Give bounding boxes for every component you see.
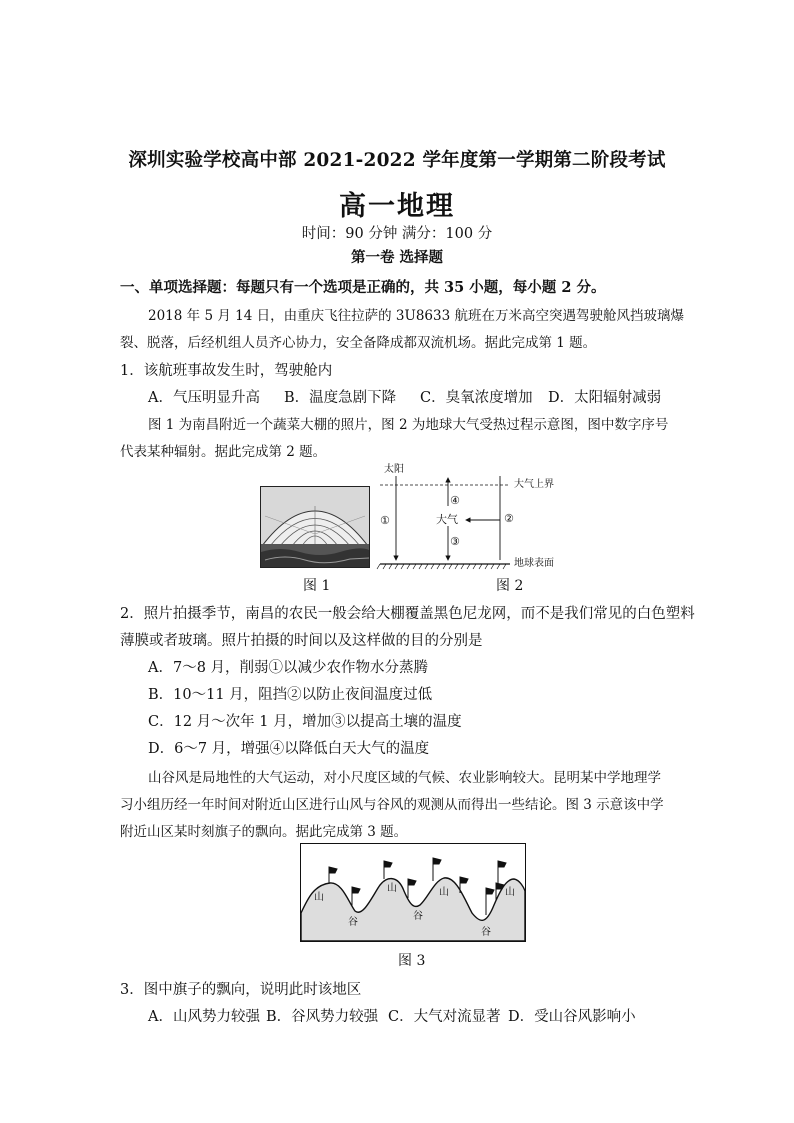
- q2-option-b[interactable]: B．10～11 月，阻挡②以防止夜间温度过低: [148, 687, 433, 703]
- q1-option-c[interactable]: C．臭氧浓度增加: [420, 390, 533, 406]
- q2-option-d[interactable]: D．6～7 月，增强④以降低白天大气的温度: [148, 741, 430, 757]
- mountain-valley-figure: [300, 843, 526, 942]
- passage2-line1: 图 1 为南昌附近一个蔬菜大棚的照片，图 2 为地球大气受热过程示意图，图中数字序号: [148, 417, 669, 433]
- valley-label-3: 谷: [481, 927, 491, 938]
- q3-option-c[interactable]: C．大气对流显著: [388, 1009, 501, 1025]
- sun-label: 太阳: [384, 464, 404, 475]
- greenhouse-photo: [260, 486, 370, 568]
- volume-heading: 第一卷 选择题: [350, 249, 444, 266]
- passage3-line1: 山谷风是局地性的大气运动，对小尺度区域的气候、农业影响较大。昆明某中学地理学: [148, 770, 661, 786]
- passage2-line2: 代表某种辐射。据此完成第 2 题。: [120, 444, 327, 460]
- q1-option-a[interactable]: A．气压明显升高: [148, 390, 260, 406]
- q3-option-b[interactable]: B．谷风势力较强: [266, 1009, 379, 1025]
- valley-label-1: 谷: [348, 917, 358, 928]
- q1-option-d[interactable]: D．太阳辐射减弱: [548, 390, 662, 406]
- question-2-stem-line2: 薄膜或者玻璃。照片拍摄的时间以及这样做的目的分别是: [120, 633, 483, 649]
- atmosphere-heating-diagram: [376, 460, 576, 572]
- q3-option-d[interactable]: D．受山谷风影响小: [508, 1009, 636, 1025]
- number-3: ③: [450, 535, 460, 548]
- mountain-label-2: 山: [387, 883, 397, 894]
- figure-3-caption: 图 3: [398, 953, 426, 969]
- q2-option-c[interactable]: C．12 月～次年 1 月，增加③以提高土壤的温度: [148, 714, 462, 730]
- q2-option-a[interactable]: A．7～8 月，削弱①以减少农作物水分蒸腾: [148, 660, 429, 676]
- surface-label: 地球表面: [514, 558, 554, 569]
- exam-time-score: 时间：90 分钟 满分：100 分: [301, 226, 493, 242]
- figure-2-caption: 图 2: [496, 578, 524, 594]
- upper-boundary-label: 大气上界: [514, 479, 554, 490]
- number-1: ①: [380, 514, 390, 527]
- passage3-line3: 附近山区某时刻旗子的飘向。据此完成第 3 题。: [120, 824, 408, 840]
- q1-option-b[interactable]: B．温度急剧下降: [284, 390, 397, 406]
- question-3-stem: 3．图中旗子的飘向，说明此时该地区: [120, 982, 362, 998]
- mountain-label-1: 山: [314, 892, 324, 903]
- subject-title: 高一地理: [339, 191, 455, 222]
- question-1-stem: 1．该航班事故发生时，驾驶舱内: [120, 363, 333, 379]
- number-4: ④: [450, 494, 460, 507]
- question-2-stem-line1: 2．照片拍摄季节，南昌的农民一般会给大棚覆盖黑色尼龙网，而不是我们常见的白色塑料: [120, 606, 695, 622]
- figure-1-caption: 图 1: [303, 578, 331, 594]
- mountain-label-4: 山: [505, 887, 515, 898]
- valley-label-2: 谷: [413, 911, 423, 922]
- section-heading: 一、单项选择题：每题只有一个选项是正确的，共 35 小题，每小题 2 分。: [120, 279, 606, 296]
- mountain-label-3: 山: [439, 887, 449, 898]
- atmosphere-label: 大气: [436, 513, 458, 526]
- exam-title: 深圳实验学校高中部 2021-2022 学年度第一学期第二阶段考试: [128, 150, 666, 171]
- number-2: ②: [504, 512, 514, 525]
- passage1-line1: 2018 年 5 月 14 日，由重庆飞往拉萨的 3U8633 航班在万米高空突遇驾驶舱风挡玻璃爆: [148, 308, 684, 324]
- ground-hatching: [377, 564, 506, 569]
- passage3-line2: 习小组历经一年时间对附近山区进行山风与谷风的观测从而得出一些结论。图 3 示意该中学: [120, 797, 664, 813]
- passage1-line2: 裂、脱落，后经机组人员齐心协力，安全备降成都双流机场。据此完成第 1 题。: [120, 335, 597, 351]
- q3-option-a[interactable]: A．山风势力较强: [148, 1009, 260, 1025]
